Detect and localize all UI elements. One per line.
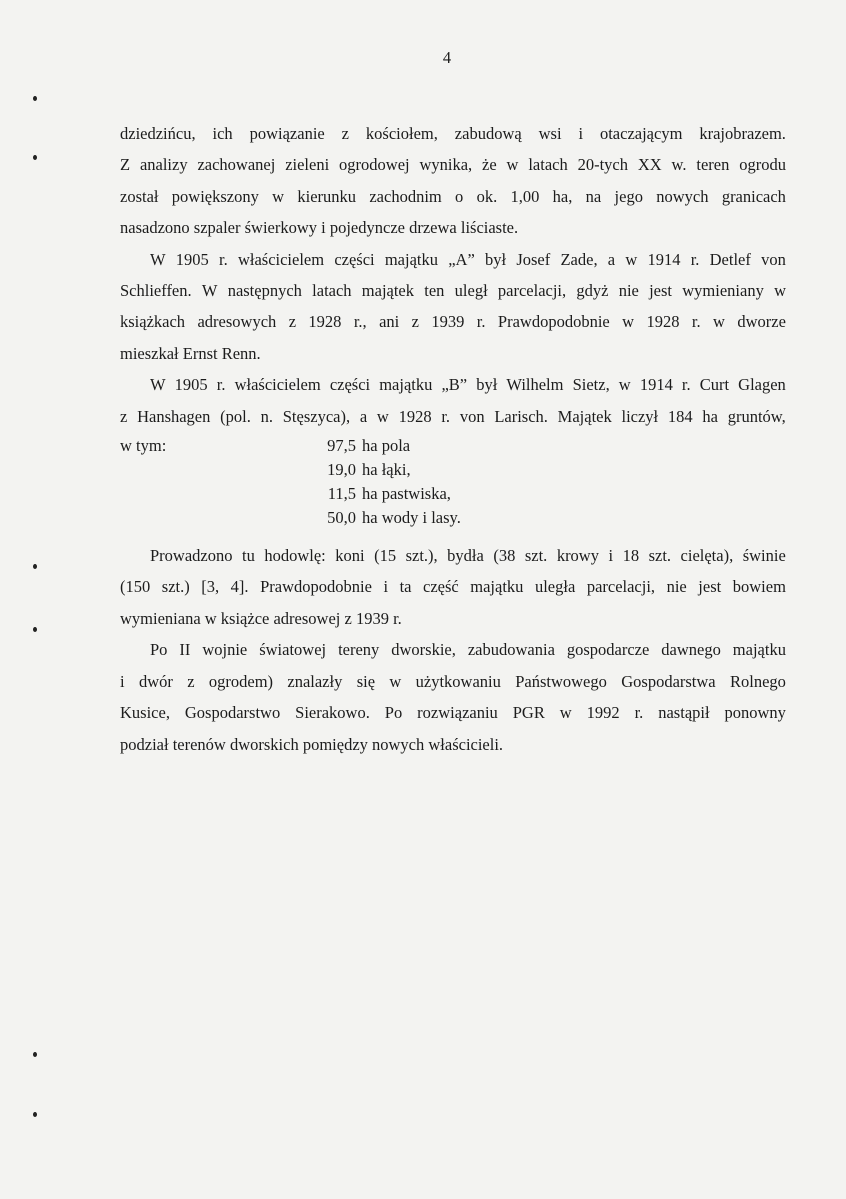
- text-line: W 1905 r. właścicielem części majątku „A” był Josef Zade, a w 1914 r. Detlef von: [150, 249, 786, 269]
- text-line: z Hanshagen (pol. n. Stęszyca), a w 1928 r. von Larisch. Majątek liczył 184 ha gruntów,: [120, 406, 786, 426]
- text-line: podział terenów dworskich pomiędzy nowych właścicieli.: [120, 734, 504, 754]
- land-desc: ha wody i lasy.: [362, 508, 461, 528]
- land-item: [312, 482, 461, 506]
- land-item: [312, 458, 461, 482]
- text-line: książkach adresowych z 1928 r., ani z 1939 r. Prawdopodobnie w 1928 r. w dworze: [120, 312, 786, 332]
- paragraph: [120, 540, 786, 634]
- text-line: i dwór z ogrodem) znalazły się w użytkowaniu Państwowego Gospodarstwa Rolnego: [120, 671, 786, 691]
- page-number: 4: [442, 48, 452, 67]
- land-label: w tym:: [120, 436, 167, 456]
- land-item: [312, 506, 461, 530]
- text-line: Kusice, Gospodarstwo Sierakowo. Po rozwiązaniu PGR w 1992 r. nastąpił ponowny: [120, 703, 786, 723]
- binder-mark: [33, 1052, 37, 1057]
- body-text: [120, 118, 786, 760]
- land-desc: ha pola: [362, 436, 411, 456]
- binder-mark: [33, 627, 37, 632]
- paragraph: [120, 369, 786, 432]
- text-line: Prowadzono tu hodowlę: koni (15 szt.), bydła (38 szt. krowy i 18 szt. cielęta), świnie: [150, 546, 786, 566]
- paragraph: [120, 634, 786, 760]
- text-line: (150 szt.) [3, 4]. Prawdopodobnie i ta część majątku uległa parcelacji, nie jest bowiem: [120, 577, 786, 597]
- text-line: Z analizy zachowanej zieleni ogrodowej wynika, że w latach 20-tych XX w. teren ogrodu: [120, 155, 786, 175]
- text-line: W 1905 r. właścicielem części majątku „B” był Wilhelm Sietz, w 1914 r. Curt Glagen: [150, 375, 786, 395]
- land-amount: 97,5: [327, 436, 356, 456]
- paragraph: [120, 118, 786, 244]
- land-amount: 19,0: [327, 460, 356, 480]
- text-line: dziedzińcu, ich powiązanie z kościołem, zabudową wsi i otaczającym krajobrazem.: [120, 124, 786, 143]
- text-line: został powiększony w kierunku zachodnim o ok. 1,00 ha, na jego nowych granicach: [120, 186, 786, 206]
- land-list: [312, 434, 461, 530]
- land-item: [312, 434, 461, 458]
- text-line: Schlieffen. W następnych latach majątek ten uległ parcelacji, gdyż nie jest wymieniany w: [120, 281, 786, 301]
- land-desc: ha pastwiska,: [362, 484, 451, 504]
- text-line: nasadzono szpaler świerkowy i pojedyncze drzewa liściaste.: [120, 218, 519, 238]
- binder-mark: [33, 96, 37, 101]
- binder-mark: [33, 155, 37, 160]
- land-breakdown: [120, 434, 786, 530]
- text-line: mieszkał Ernst Renn.: [120, 343, 261, 363]
- paragraph: [120, 244, 786, 370]
- text-line: wymieniana w książce adresowej z 1939 r.: [120, 608, 402, 628]
- land-amount: 50,0: [327, 508, 356, 528]
- binder-mark: [33, 564, 37, 569]
- binder-mark: [33, 1112, 37, 1117]
- land-desc: ha łąki,: [362, 460, 411, 480]
- text-line: Po II wojnie światowej tereny dworskie, zabudowania gospodarcze dawnego majątku: [150, 640, 786, 660]
- land-amount: 11,5: [327, 484, 356, 504]
